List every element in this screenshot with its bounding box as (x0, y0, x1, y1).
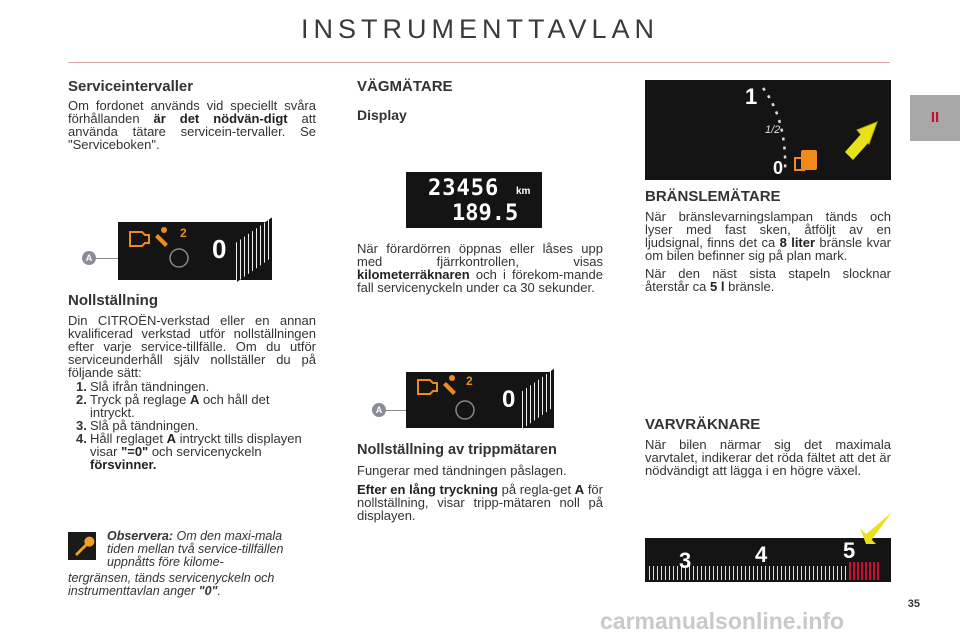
trip-reset-heading: Nollställning av trippmätaren (357, 442, 557, 458)
title-divider (68, 62, 890, 63)
fuel-empty-label: 0 (773, 158, 784, 178)
service-display-panel (118, 222, 272, 280)
fuel-warning-icon (801, 150, 817, 170)
tacho-section (645, 416, 891, 477)
marker-a: A (372, 403, 386, 417)
reset-step: 2. Tryck på reglage A och håll det intryckt. (76, 392, 270, 420)
watermark: carmanualsonline.info (600, 608, 845, 634)
tacho-pointer-arrow-icon (858, 510, 894, 546)
odometer-section (357, 78, 603, 123)
reset-steps (68, 380, 316, 471)
page-title: INSTRUMENTTAVLAN (300, 14, 659, 44)
note-wrench-icon (68, 532, 96, 560)
marker-a: A (82, 251, 96, 265)
trip-reset-text: Efter en lång tryckning på regla-get A för nollställning, visar tripp-mätaren noll på displayen. (357, 482, 603, 523)
tacho-text: När bilen närmar sig det maximala varvtalet, indikerar det röda fältet att det är nödvändigt att lägga i en högre växel. (645, 437, 891, 478)
odometer-display (406, 172, 542, 228)
odometer-heading: VÄGMÄTARE (357, 78, 453, 95)
service-icon-number: 2 (180, 226, 187, 240)
service-wrench-icon (155, 227, 168, 247)
engine-warning-icon (130, 232, 149, 246)
odometer-unit: km (516, 186, 531, 197)
reset-heading: Nollställning (68, 292, 158, 309)
trip-reset-section (357, 442, 603, 522)
engine-warning-icon (418, 380, 437, 394)
chapter-tab[interactable]: II (910, 95, 960, 141)
trip-display-panel (406, 372, 554, 428)
tacho-red-zone (849, 562, 879, 580)
fuel-half-label: 1/2 (765, 124, 781, 136)
trip-reset-line1: Fungerar med tändningen påslagen. (357, 463, 567, 478)
page-number: 35 (907, 598, 920, 610)
reset-button-icon[interactable] (170, 249, 188, 267)
service-icon-number: 2 (466, 374, 473, 388)
fuel-full-label: 1 (745, 84, 758, 109)
tacho-label-4: 4 (755, 542, 768, 567)
reset-step: 1. Slå ifrån tändningen. (76, 379, 210, 394)
odometer-total: 23456 (428, 176, 500, 201)
odometer-trip: 189.5 (452, 201, 519, 226)
service-zero: 0 (212, 234, 227, 264)
service-heading: Serviceintervaller (68, 78, 194, 95)
trip-display-figure (370, 372, 554, 428)
fuel-heading: BRÄNSLEMÄTARE (645, 188, 781, 205)
fuel-section (645, 188, 891, 293)
fuel-gauge-display (645, 80, 891, 180)
tacho-label-5: 5 (843, 538, 856, 563)
display-subheading: Display (357, 107, 407, 123)
service-text: Om fordonet används vid speciellt svåra förhållanden är det nödvän-digt att använda tätare servicein-tervaller. Se "Serviceboken". (68, 98, 316, 152)
tacho-heading: VARVRÄKNARE (645, 416, 761, 433)
tachometer-display (645, 538, 891, 582)
service-section (68, 78, 316, 151)
fuel-text-2: När den näst sista stapeln slocknar återstår ca 5 l bränsle. (645, 266, 891, 294)
reset-button-icon[interactable] (456, 401, 474, 419)
odometer-text: När förardörren öppnas eller låses upp med fjärrkontrollen, visas kilometerräknaren och i förekom-mande fall servicenyckeln under ca 30 sekunder. (357, 241, 603, 295)
reset-step: 3. Slå på tändningen. (76, 418, 199, 433)
service-display-figure (82, 222, 272, 280)
note-text-cont: tergränsen, tänds servicenyckeln och instrumenttavlan anger "0". (68, 571, 275, 598)
reset-step: 4. Håll reglaget A intryckt tills displayen visar "=0" och servicenyckeln försvinner. (76, 431, 302, 472)
trip-zero: 0 (502, 386, 516, 413)
note-text: Observera: Om den maxi-mala tiden mellan två service-tillfällen uppnåtts före kilome- (107, 529, 284, 569)
fuel-text-1: När bränslevarningslampan tänds och lyser med fast sken, åtföljt av en ljudsignal, finns det ca 8 liter bränsle kvar om bilen befinner sig på plan mark. (645, 209, 891, 263)
reset-intro: Din CITROËN-verkstad eller en annan kvalificerad verkstad utför nollställningen efter varje service-tillfälle. Om du utför serviceunderhåll själv nollställer du på följande sätt: (68, 313, 316, 380)
tacho-label-3: 3 (679, 548, 692, 573)
reset-section (68, 292, 316, 471)
service-wrench-icon (443, 375, 456, 395)
